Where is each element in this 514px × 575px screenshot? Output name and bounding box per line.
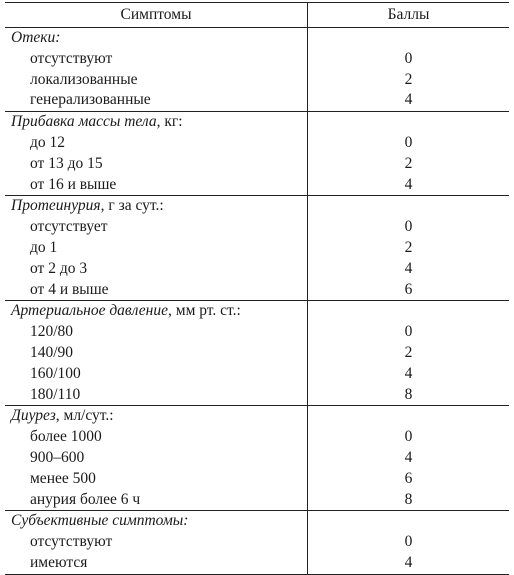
group-cell: [5, 511, 308, 532]
group-title: Диурез: [11, 407, 56, 425]
group-points-cell: [308, 511, 510, 532]
group-title: Протеинурия: [11, 197, 101, 215]
symptom-label: 160/100: [30, 364, 81, 382]
points-value: 4: [404, 259, 413, 277]
points-value: 0: [404, 533, 413, 551]
header-points: Баллы: [308, 3, 510, 28]
points-value: 4: [404, 364, 413, 382]
symptom-label: от 13 до 15: [30, 154, 103, 172]
symptom-label: до 12: [30, 134, 66, 152]
header-row: [5, 3, 509, 28]
symptom-label: от 2 до 3: [30, 259, 88, 277]
group-heading: [5, 406, 114, 427]
table-row: [5, 469, 509, 490]
points-value: 2: [404, 154, 413, 172]
points-value: 0: [404, 49, 413, 67]
symptom-cell: [5, 238, 308, 259]
group-title: Отеки:: [11, 29, 61, 47]
group-row: [5, 511, 509, 532]
group-points-cell: [308, 28, 510, 49]
table-row: [5, 322, 509, 343]
group-row: [5, 301, 509, 322]
points-value: 8: [404, 490, 413, 508]
symptom-label: до 1: [30, 239, 58, 257]
table-body: [5, 28, 509, 575]
symptom-label: менее 500: [30, 469, 96, 487]
group-unit: , кг:: [156, 113, 183, 131]
symptom-cell: [5, 49, 308, 70]
table-row: [5, 448, 509, 469]
symptom-cell: [5, 469, 308, 490]
table-row: [5, 532, 509, 553]
scoring-table: [5, 2, 509, 575]
group-heading: [5, 301, 241, 322]
symptom-cell: [5, 490, 308, 511]
symptom-cell: [5, 133, 308, 154]
points-value: 4: [404, 449, 413, 467]
symptom-label: более 1000: [30, 428, 102, 446]
symptom-cell: [5, 532, 308, 553]
table-row: [5, 280, 509, 301]
group-title: Прибавка массы тела: [11, 113, 157, 131]
table-row: [5, 217, 509, 238]
group-cell: [5, 301, 308, 322]
table-row: [5, 49, 509, 70]
symptom-cell: [5, 280, 308, 301]
symptom-cell: [5, 343, 308, 364]
symptom-cell: [5, 259, 308, 280]
group-unit: , мм рт. ст.:: [168, 302, 241, 320]
table-row: [5, 490, 509, 511]
table-row: [5, 427, 509, 448]
symptom-label: имеются: [30, 554, 88, 572]
symptom-label: 140/90: [30, 344, 74, 362]
group-row: [5, 406, 509, 427]
table-row: [5, 553, 509, 574]
group-points-cell: [308, 406, 510, 427]
symptom-label: локализованные: [30, 70, 138, 88]
group-cell: [5, 28, 308, 49]
group-points-cell: [308, 112, 510, 133]
symptom-cell: [5, 322, 308, 343]
group-cell: [5, 112, 308, 133]
symptom-label: от 16 и выше: [30, 175, 117, 193]
table-row: [5, 70, 509, 91]
points-value: 0: [404, 323, 413, 341]
group-title: Артериальное давление: [11, 302, 169, 320]
symptom-label: 120/80: [30, 323, 74, 341]
table-header: [5, 3, 509, 28]
points-value: 0: [404, 134, 413, 152]
group-heading: [5, 511, 188, 532]
points-value: 4: [404, 91, 413, 109]
symptom-label: от 4 и выше: [30, 280, 109, 298]
symptom-cell: [5, 448, 308, 469]
symptom-cell: [5, 175, 308, 196]
points-value: 4: [404, 175, 413, 193]
symptom-cell: [5, 90, 308, 111]
table-row: [5, 90, 509, 111]
group-points-cell: [308, 301, 510, 322]
points-value: 2: [404, 70, 413, 88]
group-unit: , г за сут.:: [100, 197, 164, 215]
group-cell: [5, 196, 308, 217]
points-value: 6: [404, 469, 413, 487]
header-symptoms: Симптомы: [5, 3, 308, 28]
symptom-label: отсутствует: [30, 218, 108, 236]
table-row: [5, 175, 509, 196]
symptom-label: 180/110: [30, 385, 81, 403]
group-points-cell: [308, 196, 510, 217]
group-heading: [5, 112, 183, 133]
points-value: 4: [308, 553, 510, 574]
group-heading: [5, 196, 164, 217]
symptom-label: анурия более 6 ч: [30, 490, 141, 508]
symptom-cell: [5, 385, 308, 406]
table-row: [5, 343, 509, 364]
points-value: 0: [404, 218, 413, 236]
table-row: [5, 385, 509, 406]
table-row: [5, 364, 509, 385]
symptom-cell: [5, 70, 308, 91]
group-cell: [5, 406, 308, 427]
table-row: [5, 259, 509, 280]
group-row: [5, 196, 509, 217]
group-row: [5, 112, 509, 133]
points-value: 2: [404, 239, 413, 257]
points-value: 8: [404, 385, 413, 403]
group-heading: [5, 28, 60, 49]
symptom-label: отсутствуют: [30, 49, 113, 67]
table-row: [5, 238, 509, 259]
points-value: 6: [404, 280, 413, 298]
symptom-cell: [5, 217, 308, 238]
group-unit: , мл/сут.:: [55, 407, 114, 425]
points-value: 0: [404, 428, 413, 446]
points-value: 2: [404, 344, 413, 362]
table-row: [5, 133, 509, 154]
symptom-cell: [5, 154, 308, 175]
table-row: [5, 154, 509, 175]
symptom-label: 900–600: [30, 449, 85, 467]
group-title: Субъективные симптомы:: [11, 512, 189, 530]
symptom-label: генерализованные: [30, 91, 151, 109]
group-row: [5, 28, 509, 49]
symptom-cell: [5, 553, 308, 574]
symptom-cell: [5, 364, 308, 385]
symptom-label: отсутствуют: [30, 533, 113, 551]
symptom-cell: [5, 427, 308, 448]
